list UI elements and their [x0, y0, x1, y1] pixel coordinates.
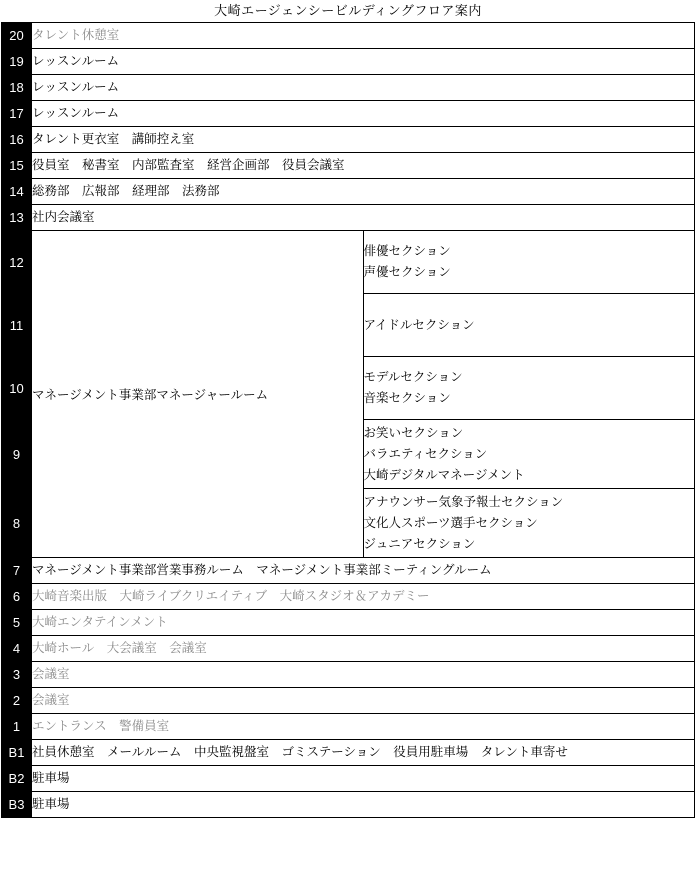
section-list	[363, 294, 695, 357]
table-row	[2, 766, 695, 792]
floor-number: 3	[2, 662, 32, 688]
section-item: 声優セクション	[363, 265, 451, 279]
table-row	[2, 49, 695, 75]
floor-number: 1	[2, 714, 32, 740]
floor-rooms: 役員室 秘書室 内部監査室 経営企画部 役員会議室	[32, 153, 695, 179]
floor-rooms: エントランス 警備員室	[32, 714, 695, 740]
floor-rooms: 社内会議室	[32, 205, 695, 231]
floor-number: 4	[2, 636, 32, 662]
section-item: 音楽セクション	[363, 391, 451, 405]
section-item: アイドルセクション	[363, 317, 475, 332]
floor-number: 13	[2, 205, 32, 231]
floor-rooms: タレント更衣室 講師控え室	[32, 127, 695, 153]
floor-rooms: 会議室	[32, 688, 695, 714]
table-row	[2, 662, 695, 688]
floor-rooms: レッスンルーム	[32, 75, 695, 101]
floor-rooms: タレント休憩室	[32, 23, 695, 49]
floor-number: 5	[2, 610, 32, 636]
floor-number: 19	[2, 49, 32, 75]
section-item: 俳優セクション	[363, 244, 451, 258]
floor-number: 15	[2, 153, 32, 179]
floor-rooms: 会議室	[32, 662, 695, 688]
table-row	[2, 153, 695, 179]
table-row	[2, 101, 695, 127]
floor-number: 12	[2, 231, 32, 294]
section-list	[363, 231, 695, 294]
floor-number: 8	[2, 489, 32, 558]
section-item: バラエティセクション	[363, 446, 488, 461]
floor-rooms: 総務部 広報部 経理部 法務部	[32, 179, 695, 205]
table-row	[2, 714, 695, 740]
table-row	[2, 75, 695, 101]
floor-rooms: 大崎ホール 大会議室 会議室	[32, 636, 695, 662]
table-row	[2, 636, 695, 662]
floor-number: 9	[2, 420, 32, 489]
section-item: アナウンサー気象予報士セクション	[363, 494, 564, 509]
section-item: モデルセクション	[363, 370, 463, 384]
floor-number: 7	[2, 558, 32, 584]
section-list	[363, 420, 695, 489]
floor-rooms: 社員休憩室 メールルーム 中央監視盤室 ゴミステーション 役員用駐車場 タレント車寄せ	[32, 740, 695, 766]
floor-rooms: 駐車場	[32, 766, 695, 792]
floor-rooms: 駐車場	[32, 792, 695, 818]
floor-number: 16	[2, 127, 32, 153]
table-row	[2, 23, 695, 49]
table-row	[2, 179, 695, 205]
table-row	[2, 584, 695, 610]
section-item: 大崎デジタルマネージメント	[363, 467, 525, 482]
floor-rooms: レッスンルーム	[32, 49, 695, 75]
table-row	[2, 558, 695, 584]
table-row	[2, 231, 695, 294]
table-row	[2, 740, 695, 766]
floor-rooms: マネージメント事業部営業事務ルーム マネージメント事業部ミーティングルーム	[32, 558, 695, 584]
floor-number: 2	[2, 688, 32, 714]
floor-number: 18	[2, 75, 32, 101]
section-list	[363, 489, 695, 558]
section-item: ジュニアセクション	[363, 536, 476, 551]
table-row	[2, 688, 695, 714]
table-row	[2, 205, 695, 231]
floor-number: 10	[2, 357, 32, 420]
floor-number: B3	[2, 792, 32, 818]
floor-number: 11	[2, 294, 32, 357]
section-item: 文化人スポーツ選手セクション	[363, 515, 538, 530]
page-title: 大崎エージェンシービルディングフロア案内	[214, 3, 482, 18]
floor-number: 6	[2, 584, 32, 610]
floor-table	[1, 22, 695, 818]
table-row	[2, 127, 695, 153]
floor-number: B2	[2, 766, 32, 792]
floor-rooms: レッスンルーム	[32, 101, 695, 127]
table-row	[2, 610, 695, 636]
floor-number: 17	[2, 101, 32, 127]
section-item: お笑いセクション	[363, 425, 464, 440]
floor-rooms: 大崎音楽出版 大崎ライブクリエイティブ 大崎スタジオ＆アカデミー	[32, 584, 695, 610]
floor-number: B1	[2, 740, 32, 766]
floor-number: 14	[2, 179, 32, 205]
section-list	[363, 357, 695, 420]
floor-rooms: 大崎エンタテインメント	[32, 610, 695, 636]
management-room-label: マネージメント事業部マネージャールーム	[32, 231, 364, 558]
table-row	[2, 792, 695, 818]
floor-number: 20	[2, 23, 32, 49]
